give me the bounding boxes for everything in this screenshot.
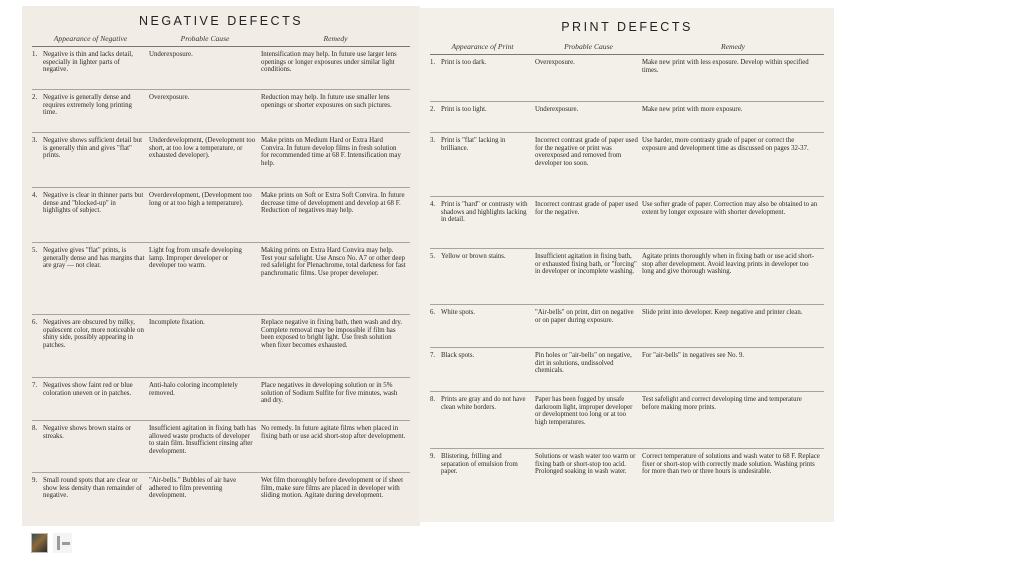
table-row — [430, 305, 824, 348]
row-number: 8. — [32, 425, 38, 432]
remedy-cell: Replace negative in fixing bath, then wash and dry. Complete removal may be impossible if film has been exposed to bright light. Use fresh solution when fixer becomes exhausted. — [261, 319, 403, 349]
row-number: 9. — [32, 477, 38, 484]
appearance-cell: Black spots. — [441, 352, 475, 359]
remedy-cell: Use harder, more contrasty grade of paper or correct the exposure and development time as discussed on pages 32-37. — [642, 137, 809, 152]
remedy-cell: Wet film thoroughly before development or if sheet film, make sure films are placed in developer with sliding motion. Agitate during development. — [261, 477, 404, 500]
remedy-cell: Make prints on Medium Hard or Extra Hard Convira. In future develop films in fresh solution for recommended time at 68 F. Intensification may help. — [261, 137, 401, 167]
remedy-cell: Make new print with less exposure. Develop within specified times. — [642, 59, 809, 74]
cause-cell: Anti-halo coloring incompletely removed. — [149, 382, 238, 397]
cause-cell: Underexposure. — [149, 51, 193, 58]
cause-cell: Incorrect contrast grade of paper used for the negative or print was overexposed and removed from developer too soon. — [535, 137, 638, 167]
column-header-cause: Probable Cause — [180, 34, 230, 43]
column-header-appearance: Appearance of Negative — [53, 34, 128, 43]
row-number: 2. — [430, 106, 436, 113]
cause-cell: Incorrect contrast grade of paper used for the negative. — [535, 201, 638, 216]
cause-cell: Incomplete fixation. — [149, 319, 205, 326]
page-title: PRINT DEFECTS — [561, 20, 693, 34]
row-number: 1. — [32, 51, 38, 58]
table-row — [32, 421, 410, 473]
cause-cell: Insufficient agitation in fixing bath has allowed waste products of developer to stain film. Insufficient rinsing after development. — [149, 425, 257, 455]
table-row — [32, 473, 410, 539]
table-row — [32, 378, 410, 421]
row-number: 4. — [32, 192, 38, 199]
appearance-cell: Print is too light. — [441, 106, 487, 113]
remedy-cell: Use softer grade of paper. Correction may also be obtained to an extent by longer exposure with shorter development. — [642, 201, 818, 216]
appearance-cell: Negative is thin and lacks detail, especially in lighter parts of negative. — [43, 51, 133, 74]
table-row — [430, 197, 824, 249]
appearance-cell: Print is "flat" lacking in brilliance. — [441, 137, 506, 152]
table-row — [430, 348, 824, 392]
table-row — [430, 449, 824, 515]
table-row — [430, 55, 824, 102]
cause-cell: Underdevelopment, (Development too short, at too low a temperature, or exhausted developer). — [149, 137, 256, 160]
page-thumbnail-icon[interactable] — [53, 533, 72, 553]
row-number: 9. — [430, 453, 436, 460]
table-row — [430, 102, 824, 133]
cause-cell: Overdevelopment, (Development too long or at too high a temperature). — [149, 192, 252, 207]
table-row — [430, 133, 824, 197]
appearance-cell: Blistering, frilling and separation of emulsion from paper. — [441, 453, 518, 476]
cause-cell: "Air-bells" on print, dirt on negative or on paper during exposure. — [535, 309, 634, 324]
remedy-cell: Make prints on Soft or Extra Soft Convira. In future decrease time of development and develop at 68 F. Reduction of negatives may help. — [261, 192, 405, 215]
appearance-cell: Negative shows brown stains or streaks. — [43, 425, 132, 440]
appearance-cell: Yellow or brown stains. — [441, 253, 506, 260]
row-number: 6. — [32, 319, 38, 326]
remedy-cell: Slide print into developer. Keep negative and printer clean. — [642, 309, 803, 316]
page-thumbnail-photo[interactable] — [31, 533, 48, 553]
remedy-cell: Correct temperature of solutions and wash water to 68 F. Replace fixer or short-stop with correctly made solution. Washing prints for more than two or three hours is undesirable. — [642, 453, 820, 476]
appearance-cell: Prints are gray and do not have clean white borders. — [441, 396, 526, 411]
cause-cell: Insufficient agitation in fixing bath, or exhausted fixing bath, or "forcing" in developer or incomplete washing. — [535, 253, 637, 276]
table-row — [32, 133, 410, 188]
cause-cell: Overexposure. — [535, 59, 575, 66]
appearance-cell: Negative is generally dense and requires extremely long printing time. — [43, 94, 132, 117]
table-row — [32, 243, 410, 315]
row-number: 7. — [32, 382, 38, 389]
cause-cell: Overexposure. — [149, 94, 190, 101]
table-row — [32, 47, 410, 90]
column-headers — [32, 34, 410, 47]
negative-defects-page — [22, 6, 420, 526]
row-number: 2. — [32, 94, 38, 101]
remedy-cell: Agitate prints thoroughly when in fixing bath or use acid short-stop after development. Avoid leaving prints in developer too long and give thorough washing. — [642, 253, 815, 276]
remedy-cell: No remedy. In future agitate films when placed in fixing bath or use acid short-stop after development. — [261, 425, 406, 440]
row-number: 3. — [32, 137, 38, 144]
cause-cell: Light fog from unsafe developing lamp. Improper developer or developer too warm. — [149, 247, 242, 270]
remedy-cell: For "air-bells" in negatives see No. 9. — [642, 352, 745, 359]
remedy-cell: Place negatives in developing solution or in 5% solution of Sodium Sulfite for five minutes, wash and dry. — [261, 382, 398, 405]
appearance-cell: Negative is clear in thinner parts but dense and "blocked-up" in highlights of subject. — [43, 192, 144, 215]
appearance-cell: White spots. — [441, 309, 475, 316]
table-row — [32, 315, 410, 378]
cause-cell: Pin holes or "air-bells" on negative, dirt in solutions, undissolved chemicals. — [535, 352, 632, 375]
remedy-cell: Making prints on Extra Hard Convira may help. Test your safelight. Use Ansco No. A7 or other deep red safelight for Plenachrome, total darkness for fast panchromatic films. Use proper developer. — [261, 247, 406, 277]
remedy-cell: Test safelight and correct developing time and temperature before making more prints. — [642, 396, 802, 411]
appearance-cell: Negative gives "flat" prints, is generally dense and has margins that are gray — not clear. — [43, 247, 145, 270]
column-header-remedy: Remedy — [323, 34, 348, 43]
table-row — [32, 90, 410, 133]
table-row — [430, 392, 824, 449]
row-number: 5. — [430, 253, 436, 260]
table-row — [32, 188, 410, 243]
column-header-appearance: Appearance of Print — [451, 42, 514, 51]
appearance-cell: Small round spots that are clear or show less density than remainder of negative. — [43, 477, 142, 500]
row-number: 8. — [430, 396, 436, 403]
column-headers — [430, 42, 824, 55]
appearance-cell: Print is "hard" or contrasty with shadows and highlights lacking in detail. — [441, 201, 528, 224]
column-header-remedy: Remedy — [720, 42, 746, 51]
row-number: 6. — [430, 309, 436, 316]
appearance-cell: Negative shows sufficient detail but is generally thin and gives "flat" prints. — [43, 137, 142, 160]
row-number: 3. — [430, 137, 436, 144]
remedy-cell: Reduction may help. In future use smaller lens openings or shorter exposures on such pictures. — [261, 94, 392, 109]
appearance-cell: Print is too dark. — [441, 59, 487, 66]
row-number: 1. — [430, 59, 436, 66]
cause-cell: Paper has been fogged by unsafe darkroom light, improper developer or development too long or at too high temperatures. — [535, 396, 633, 426]
row-number: 5. — [32, 247, 38, 254]
remedy-cell: Make new print with more exposure. — [642, 106, 743, 113]
row-number: 4. — [430, 201, 436, 208]
appearance-cell: Negatives are obscured by milky, opalescent color, more noticeable on shiny side, possibly appearing in patches. — [43, 319, 144, 349]
remedy-cell: Intensification may help. In future use larger lens openings or longer exposures under similar light conditions. — [261, 51, 397, 74]
cause-cell: Underexposure. — [535, 106, 579, 113]
cause-cell: "Air-bells." Bubbles of air have adhered to film preventing development. — [149, 477, 237, 500]
page-title: NEGATIVE DEFECTS — [138, 14, 304, 28]
table-row — [430, 249, 824, 305]
appearance-cell: Negatives show faint red or blue coloration uneven or in patches. — [43, 382, 133, 397]
row-number: 7. — [430, 352, 436, 359]
print-defects-page — [418, 8, 834, 522]
cause-cell: Solutions or wash water too warm or fixing bath or short-stop too acid. Prolonged soaking in wash water. — [535, 453, 636, 476]
column-header-cause: Probable Cause — [564, 42, 613, 51]
